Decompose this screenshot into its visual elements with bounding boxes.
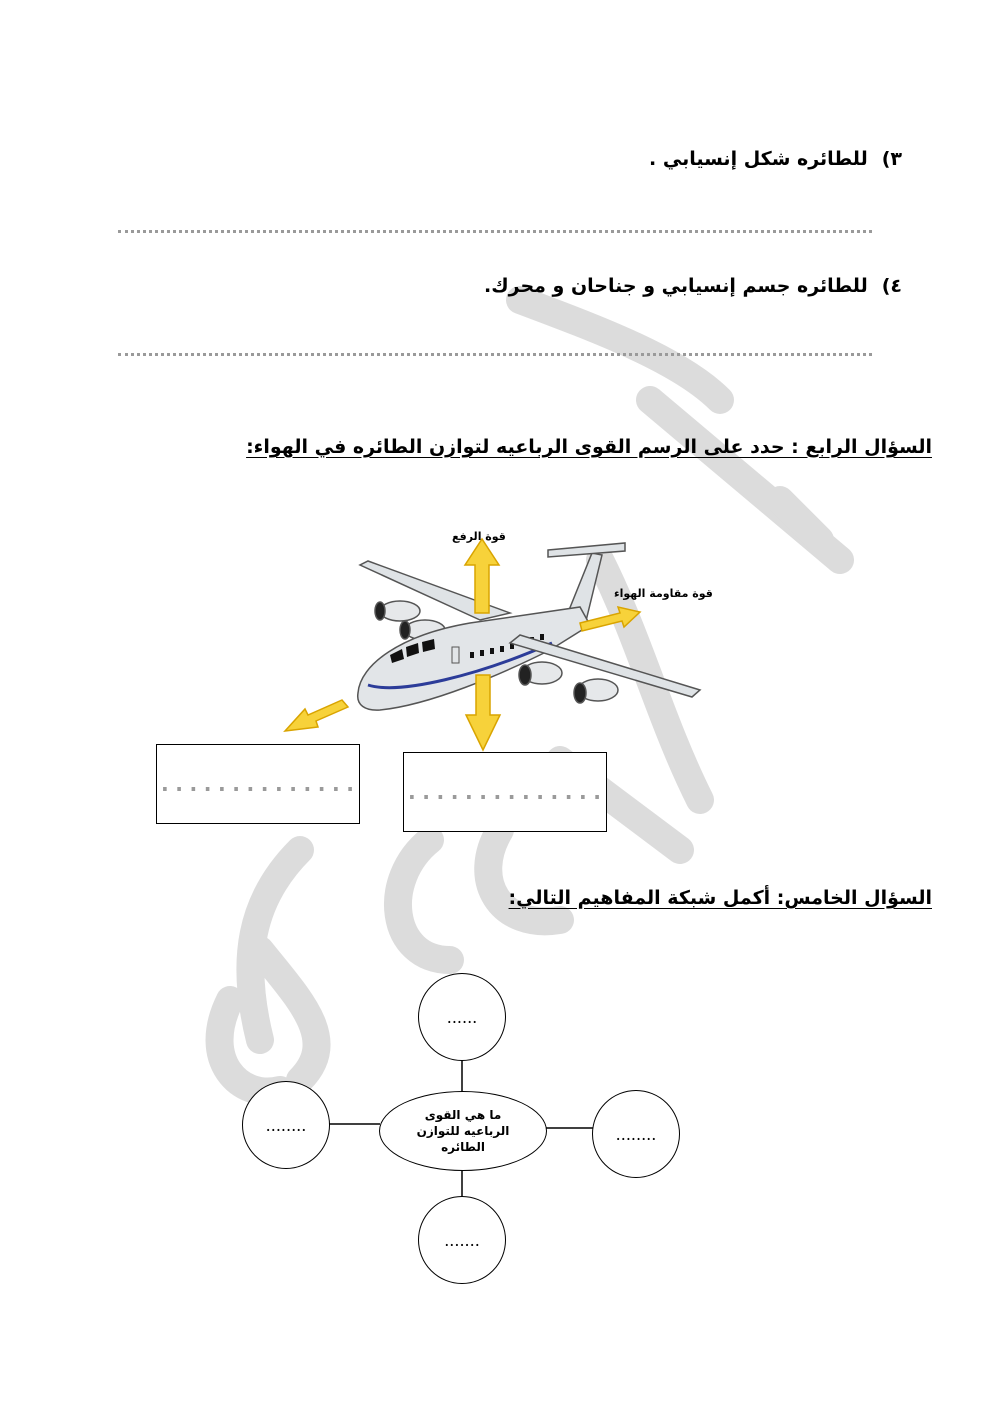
concept-node-bottom[interactable] bbox=[418, 1196, 506, 1284]
center-line-1: ما هي القوى bbox=[424, 1108, 502, 1122]
item-4-text: للطائره جسم إنسيابي و جناحان و محرك. bbox=[484, 275, 868, 297]
concept-node-top-text: ...... bbox=[446, 1007, 478, 1027]
center-line-3: الطائره bbox=[441, 1140, 485, 1154]
item-3-text: للطائره شكل إنسيابي . bbox=[649, 148, 868, 170]
concept-node-top[interactable] bbox=[418, 973, 506, 1061]
question-5-heading: السؤال الخامس: أكمل شبكة المفاهيم التالي: bbox=[508, 887, 932, 909]
concept-node-bottom-text: ....... bbox=[444, 1230, 480, 1250]
question-4-heading: السؤال الرابع : حدد على الرسم القوى الرباعيه لتوازن الطائره في الهواء: bbox=[246, 436, 932, 458]
center-line-2: الرباعيه للتوازن bbox=[416, 1124, 510, 1138]
concept-node-right[interactable] bbox=[592, 1090, 680, 1178]
concept-node-center bbox=[379, 1091, 547, 1171]
concept-node-left-text: ........ bbox=[265, 1115, 307, 1135]
item-3-number: ٣) bbox=[881, 148, 902, 170]
drag-force-label: قوة مقاومة الهواء bbox=[614, 587, 713, 600]
answer-box-left-dots: .............. bbox=[158, 771, 358, 797]
concept-node-left[interactable] bbox=[242, 1081, 330, 1169]
answer-box-right-dots: .............. bbox=[405, 779, 605, 805]
concept-node-right-text: ........ bbox=[615, 1124, 657, 1144]
item-4-number: ٤) bbox=[881, 275, 902, 297]
lift-force-label: قوة الرفع bbox=[452, 530, 506, 543]
